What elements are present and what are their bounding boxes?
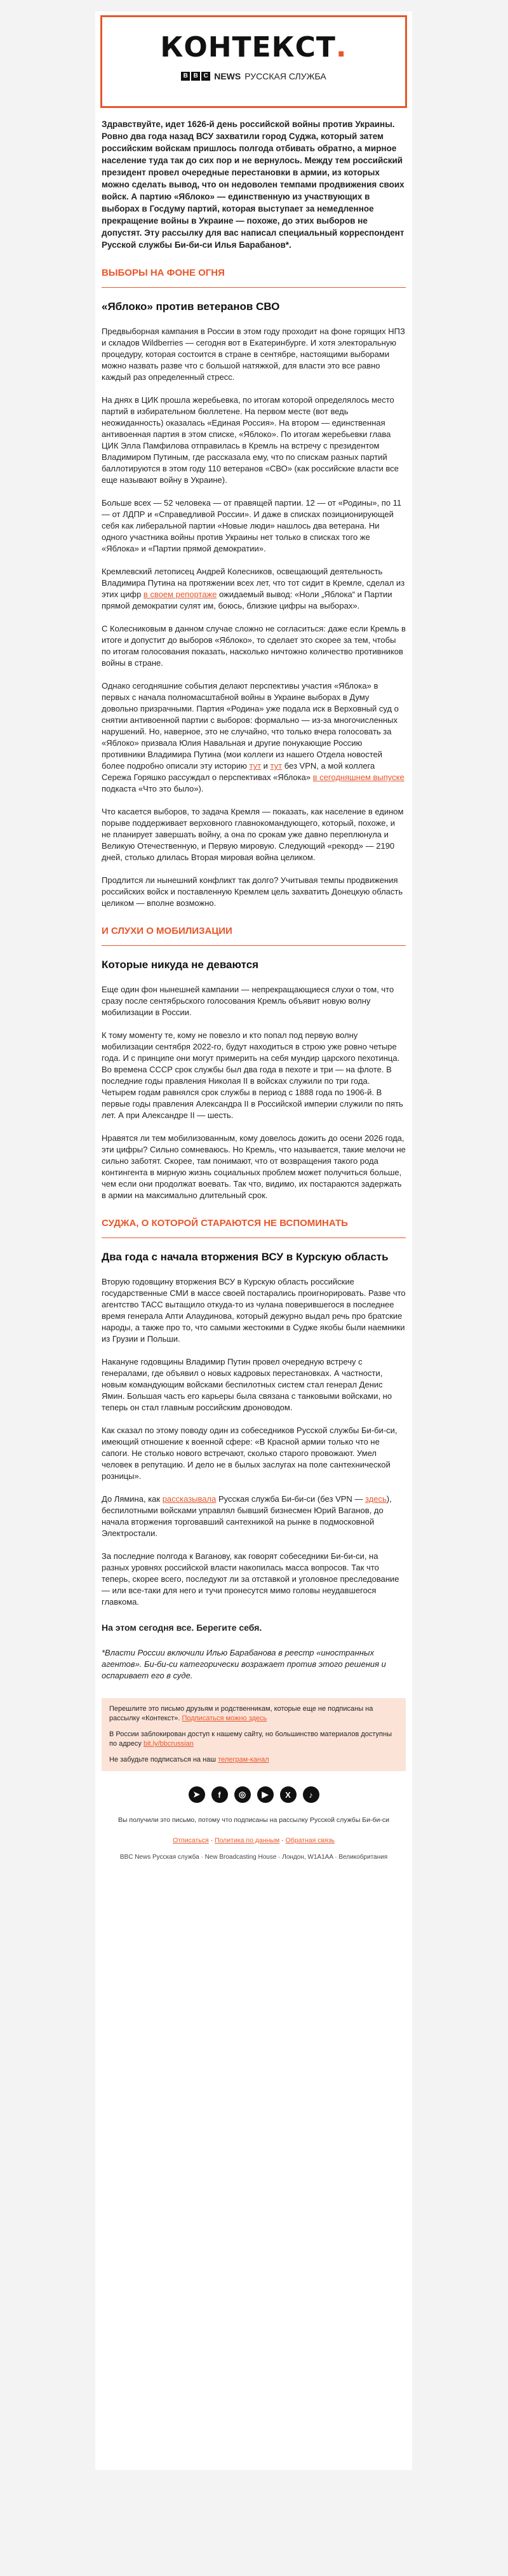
inline-link[interactable]: в своем репортаже — [143, 590, 217, 599]
inline-link[interactable]: тут — [270, 761, 283, 771]
inline-link[interactable]: bit.ly/bbcrussian — [143, 1740, 194, 1748]
masthead — [100, 15, 407, 108]
body-paragraph: К тому моменту те, кому не повезло и кто попал под первую волну мобилизации сентября 2022-го, будут находиться в строю уже ровно четыре года. И с принципе они могут примерить на себя мундир царского пехотинца. Во времена СССР срок службы был два года в пехоте и три — на флоте. В последние годы правления Николая II в войсках служили по три года. Четырем годам равнялся срок службы в период с 1888 года по 1906-й. В первые годы правления Александра II в Российской империи служили по пять лет. А при Александре II — шесть. — [102, 1030, 403, 1120]
body-paragraph: Однако сегодняшние события делают перспективы участия «Яблока» в первых с начала полномасштабной войны в Украине выборах в Думу довольно призрачными. Партия «Родина» уже подала иск в Верховный суд о снятии антивоенной партии с выборов: формально — из-за многочисленных нарушений. Но, наверное, это не случайно, что только вчера голосовать за «Яблоко» призвала Юлия Навальная и другие понукающие Россию противники Владимира Путина (мои коллеги из нашего Отдела новостей более подробно описали эту историю тут и тут без VPN, а мой коллега Сережа Горяшко рассуждал о перспективах «Яблока» в сегодняшнем выпуске подкаста «Что это было»). — [102, 681, 404, 793]
subscription-reason: Вы получили это письмо, потому что подписаны на рассылку Русской службы Би-би-си — [117, 1816, 390, 1824]
body-paragraph: За последние полгода к Ваганову, как говорят собеседники Би-би-си, на разных уровнях российской власти накопилась масса вопросов. Так что теперь, скорее всего, последуют ли за отставкой и уголовное преследование — или все-таки для него и тучи пронесутся мимо головы неудавшегося главкома. — [102, 1551, 399, 1607]
foreign-agent-note: *Власти России включили Илью Барабанова в реестр «иностранных агентов». Би-би-си категорически возражает против этого решения и оспаривает его в суде. — [102, 1648, 386, 1680]
inline-link[interactable]: в сегодняшнем выпуске — [312, 772, 404, 782]
body-paragraph: Накануне годовщины Владимир Путин провел очередную встречу с генералами, где объявил о новых кадровых перестановках. А частности, новым командующим войсками беспилотных систем стал генерал Денис Ямин. Большая часть его карьеры была связана с танковыми войсками, но теперь он стал главным российским дроноводом. — [102, 1357, 392, 1412]
body-paragraph: Предвыборная кампания в России в этом году проходит на фоне горящих НПЗ и складов Wildberries — сегодня вот в Екатеринбурге. И хотя электоральную процедуру, которая состоится в стране в сентябре, настоящими выборами можно назвать разве что с большой натяжкой, для власти это все равно каждый раз определенный стресс. — [102, 327, 405, 382]
inline-link[interactable]: здесь — [365, 1494, 387, 1504]
inline-link[interactable]: рассказывала — [162, 1494, 217, 1504]
body-paragraph: Нравятся ли тем мобилизованным, кому довелось дожить до осени 2026 года, эти цифры? Сильно сомневаюсь. Но Кремль, что называется, такие мелочи не сильно заботят. Скорее, там понимают, что от возвращения такого рода контингента в мирную жизнь социальных проблем может получиться больше, чем если они продолжат воевать. Так что, видимо, их постараются задержать в армии на максимально длительный срок. — [102, 1133, 406, 1200]
section-label: ВЫБОРЫ НА ФОНЕ ОГНЯ — [102, 267, 225, 278]
bbc-russian-service-label: B B C NEWS РУССКАЯ СЛУЖБА — [102, 71, 405, 81]
feedback-link[interactable]: Обратная связь — [285, 1837, 335, 1844]
social-links — [102, 1786, 406, 1803]
instagram-icon[interactable]: ◎ — [234, 1786, 251, 1803]
forward-line: Перешлите это письмо друзьям и родственникам, которые еще не подписаны на рассылку «Контекст». Подписаться можно здесь — [109, 1705, 373, 1722]
postal-address: BBC News Русская служба · New Broadcasting House · Лондон, W1A1AA · Великобритания — [119, 1854, 388, 1861]
youtube-icon[interactable]: ▶ — [257, 1786, 274, 1803]
body-paragraph: Как сказал по этому поводу один из собеседников Русской службы Би-би-си, имеющий отношение к военной сфере: «В Красной армии только что не сапоги. Не столько нового встречают, сколько старого провожают. Умел человек в репутацию. И дело не в былых заслугах на поле сантехнической розницы». — [102, 1426, 398, 1481]
body-paragraph: С Колесниковым в данном случае сложно не согласиться: даже если Кремль в итоге и допустит до выборов «Яблоко», то сделает это скорее за тем, чтобы по итогам голосования показать, насколько ничтожно количество противников войны в стране. — [102, 624, 406, 668]
section-divider — [102, 287, 406, 288]
x-icon[interactable]: X — [280, 1786, 297, 1803]
body-paragraph: Кремлевский летописец Андрей Колесников, освещающий деятельность Владимира Путина на протяжении всех лет, что тот сидит в Кремле, сделал из этих цифр в своем репортаже ожидаемый вывод: «Ноли „Яблока“ и Партии прямой демократии сулят им, боюсь, близкие цифры на выборах». — [102, 567, 405, 610]
bbc-logo: B B C — [181, 72, 210, 81]
tiktok-icon[interactable]: ♪ — [303, 1786, 319, 1803]
section-divider — [102, 1237, 406, 1238]
section-title: «Яблоко» против ветеранов СВО — [102, 300, 280, 313]
telegram-line: Не забудьте подписаться на наш телеграм-канал — [109, 1756, 269, 1763]
unsubscribe-link[interactable]: Отписаться — [173, 1837, 209, 1844]
body-paragraph: Больше всех — 52 человека — от правящей партии. 12 — от «Родины», по 11 — от ЛДПР и «Справедливой России». И даже в списках позиционирующей себя как либеральной партии «Новые люди» нашлось два ветерана. Ни одного участника войны против Украины нет только в списках того же «Яблока» и «Партии прямой демократии». — [102, 498, 402, 553]
newsletter-sheet — [95, 11, 412, 2470]
body-paragraph: До Лямина, как рассказывала Русская служба Би-би-си (без VPN — здесь), беспилотными войсками управлял бывший бизнесмен Юрий Ваганов, до начала вторжения торговавший сантехникой на рынке в подмосковной Электростали. — [102, 1494, 392, 1538]
telegram-icon[interactable]: ➤ — [189, 1786, 205, 1803]
newsletter-body — [95, 118, 412, 1862]
section-title: Два года с начала вторжения ВСУ в Курскую область — [102, 1251, 389, 1263]
mirror-site-line: В России заблокирован доступ к нашему сайту, но большинство материалов доступны по адресу bit.ly/bbcrussian — [109, 1730, 392, 1748]
section-title: Которые никуда не деваются — [102, 959, 259, 971]
closing-line: На этом сегодня все. Берегите себя. — [102, 1622, 262, 1633]
body-paragraph: Что касается выборов, то задача Кремля — показать, как население в едином порыве поддерживает верховного главнокомандующего, который, похоже, и не планирует завершать войну, а она по срокам уже давно переплюнула и Великую Отечественную, и Первую мировую. Следующий «рекорд» — 2190 дней, столько длилась Вторая мировая война целиком. — [102, 807, 404, 862]
facebook-icon[interactable]: f — [211, 1786, 228, 1803]
body-paragraph: На днях в ЦИК прошла жеребьевка, по итогам которой определялось место партий в избирательном бюллетене. На первом месте (вот ведь неожиданность) оказалась «Единая Россия». На втором — единственная антивоенная партия в этом списке, «Яблоко». По итогам жеребьевки глава ЦИК Элла Памфилова отправилась в Кремль на встречу с президентом Владимиром Путиным, где рассказала ему, что по спискам разных партий баллотируются в этом году 110 ветеранов «СВО» (как российские власти все еще называют войну в Украине). — [102, 395, 399, 485]
body-paragraph: Еще один фон нынешней кампании — непрекращающиеся слухи о том, что сразу после сентябрьского голосования Кремль объявит новую волну мобилизации в России. — [102, 985, 394, 1017]
footer-links: Отписаться · Политика по данным · Обратная связь — [173, 1837, 335, 1844]
body-paragraph: Вторую годовщину вторжения ВСУ в Курскую область российские государственные СМИ в массе своей постарались проигнорировать. Разве что агентство ТАСС вытащило откуда-то из чулана поверившегося в последнее время генерала Апти Алаудинова, который дежурно выдал речь про братские народы, а также про то, что самыми жестокими в Судже якобы были наемники из Грузии и Польши. — [102, 1277, 406, 1344]
body-paragraph: Продлится ли нынешний конфликт так долго? Учитывая темпы продвижения российских войск и поставленную Кремлем цель захватить Донецкую область целиком — вполне возможно. — [102, 875, 403, 908]
inline-link[interactable]: телеграм-канал — [218, 1756, 269, 1763]
forward-subscribe-box — [102, 1698, 406, 1771]
section-label: СУДЖА, О КОТОРОЙ СТАРАЮТСЯ НЕ ВСПОМИНАТЬ — [102, 1218, 348, 1229]
inline-link[interactable]: тут — [249, 761, 262, 771]
section-divider — [102, 945, 406, 946]
intro-paragraph: Здравствуйте, идет 1626-й день российской войны против Украины. Ровно два года назад ВСУ захватили город Суджа, который затем российским войскам пришлось полгода отбивать обратно, а мирное население туда так до сих пор и не вернулось. Между тем российский президент провел очередные перестановки в армии, из которых можно сделать вывод, что он недоволен темпами продвижения своих войск. А партию «Яблоко» — единственную из участвующих в выборах в Госдуму партий, которая выступает за немедленное прекращение войны в Украине — похоже, до этих выборов не допустят. Эту рассылку для вас написал специальный корреспондент Русской службы Би-би-си Илья Барабанов*. — [102, 119, 404, 250]
inline-link[interactable]: Подписаться можно здесь — [182, 1715, 267, 1722]
kontekst-logo: КОНТЕКСТ. — [160, 31, 347, 64]
privacy-link[interactable]: Политика по данным — [215, 1837, 280, 1844]
section-label: И СЛУХИ О МОБИЛИЗАЦИИ — [102, 926, 232, 936]
